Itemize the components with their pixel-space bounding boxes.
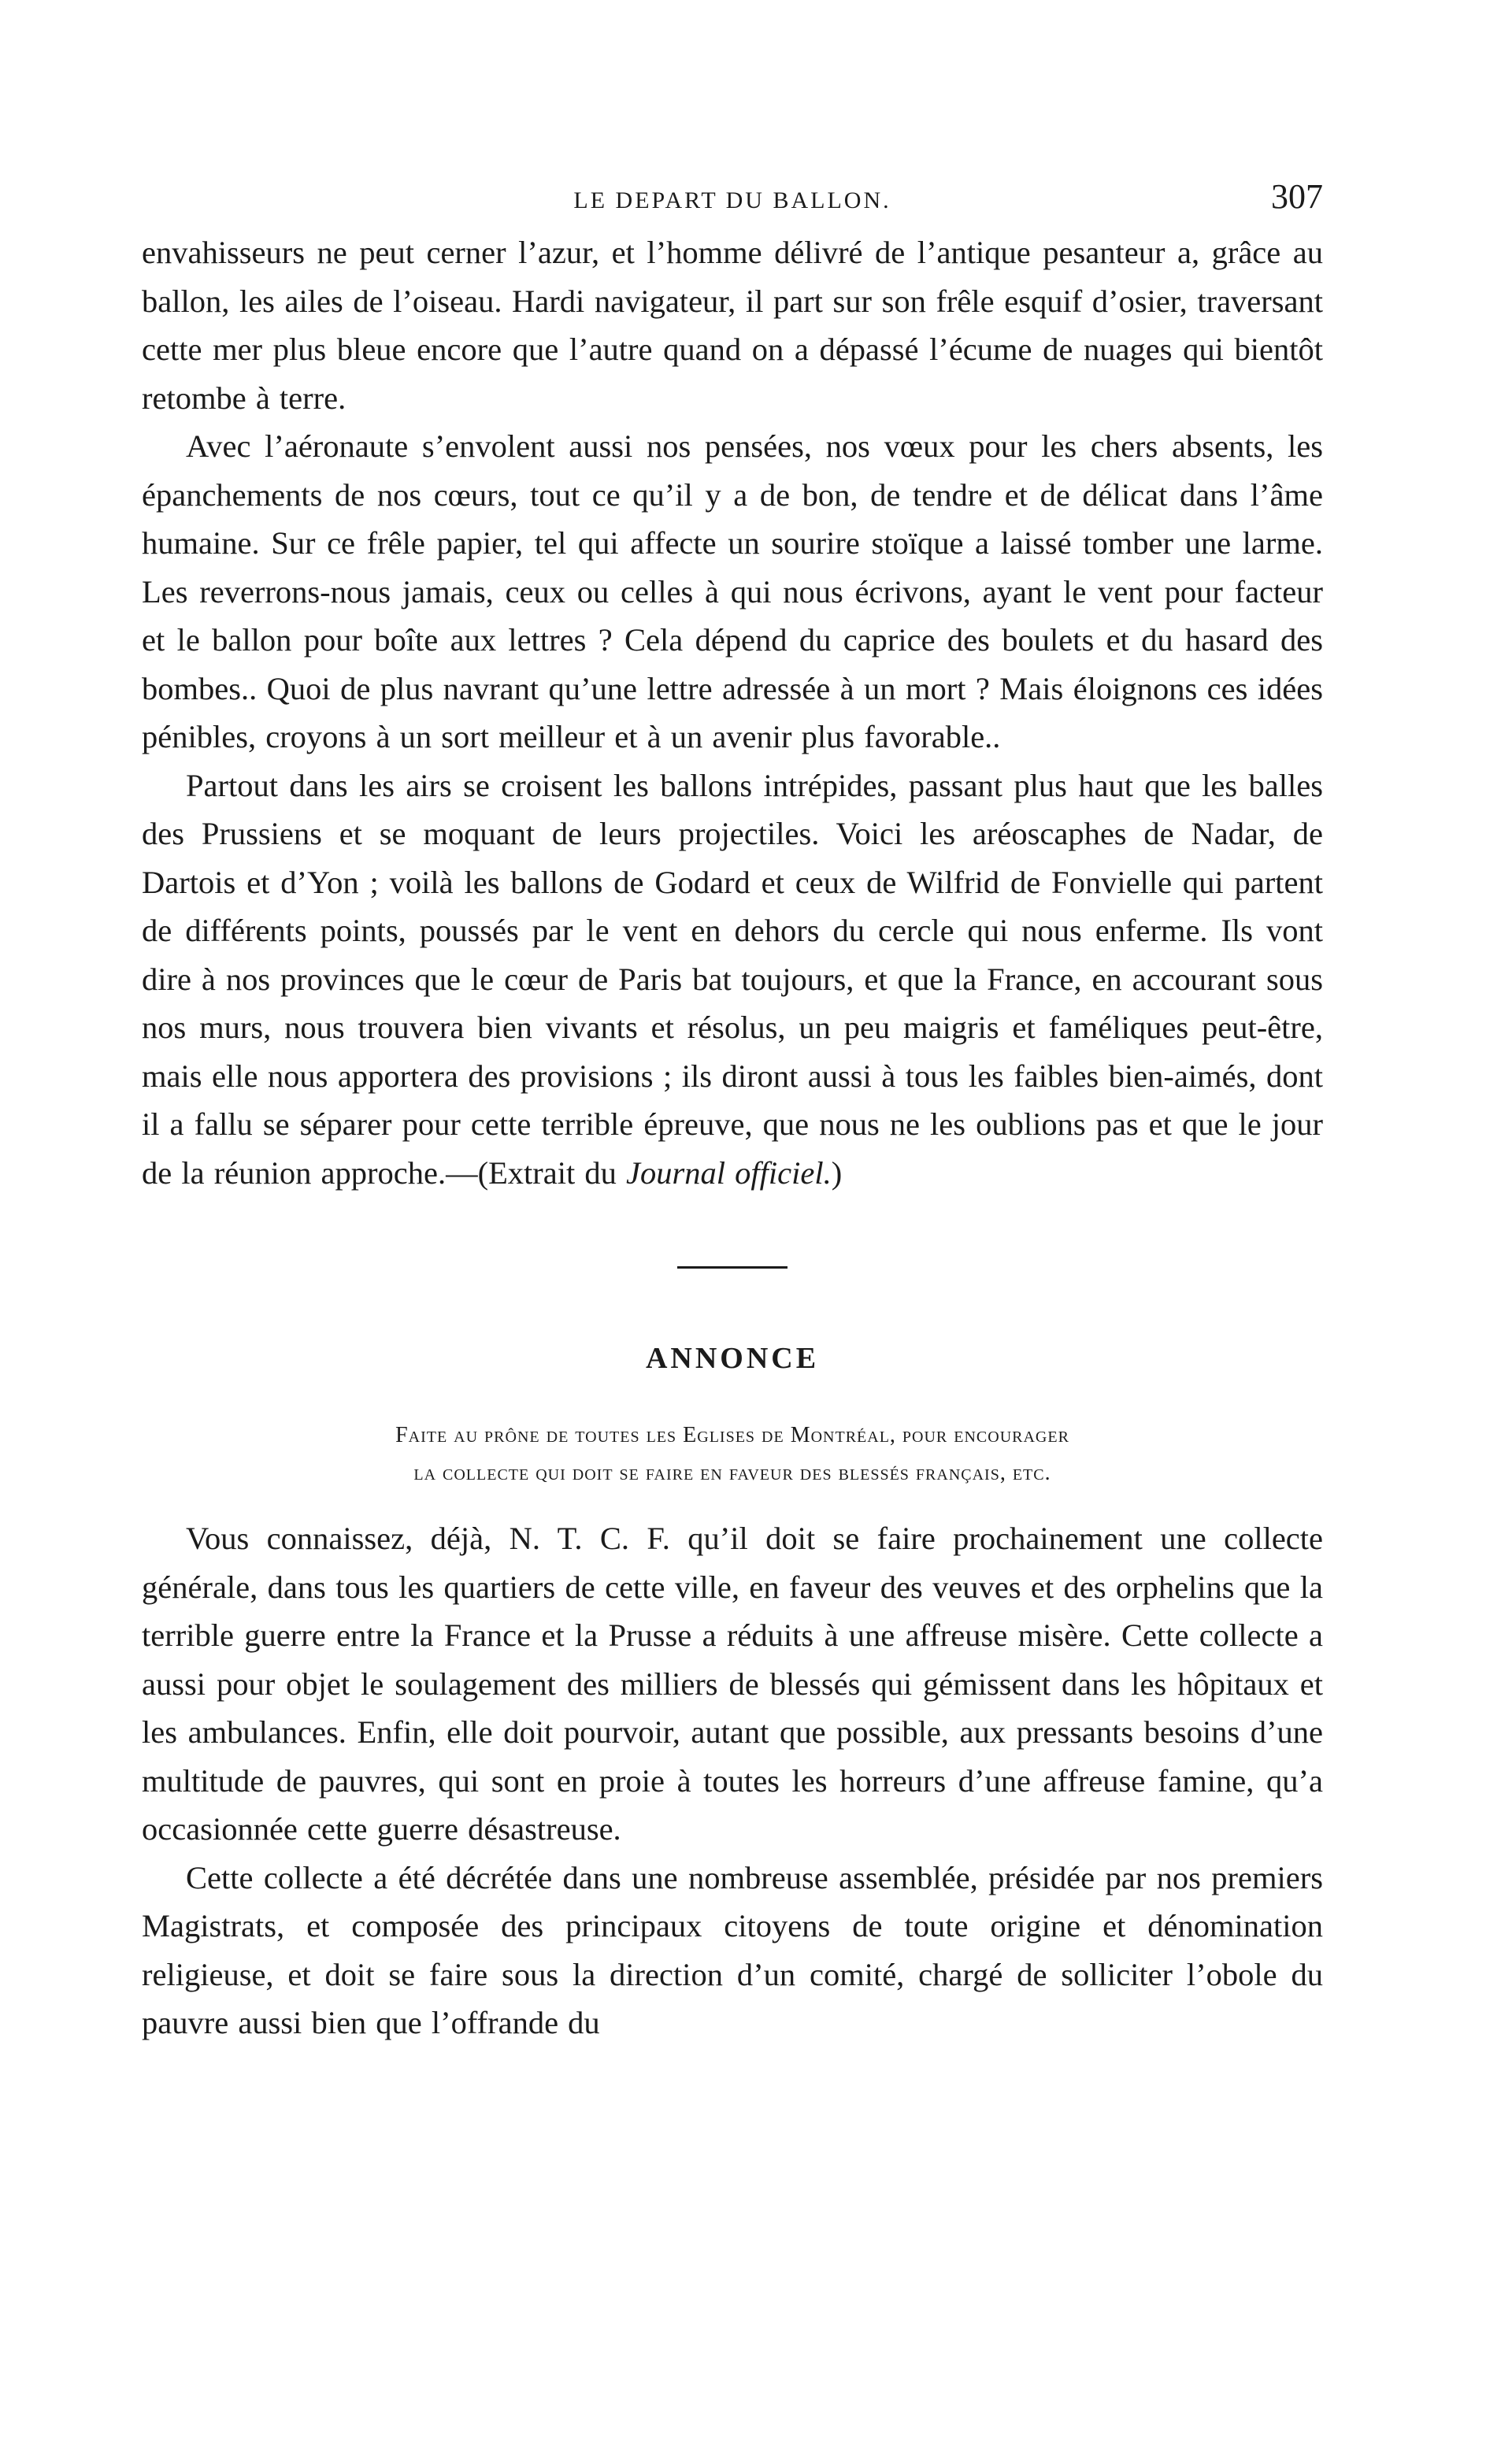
announcement-section [142, 1266, 1323, 2047]
announcement-paragraph-2: Cette collecte a été décrétée dans une nombreuse assemblée, présidée par nos premiers Magistrats, et composée des principaux citoyens de toute origine et dénomination religieuse, et doit se faire sous la direction d’un comité, chargé de solliciter l’obole du pauvre aussi bien que l’offrande du [142, 1859, 1323, 2040]
running-header [142, 173, 1323, 228]
body-paragraph-3 [142, 761, 1323, 1198]
section-divider [677, 1266, 788, 1269]
body-paragraph-1: envahisseurs ne peut cerner l’azur, et l’homme délivré de l’antique pesanteur a, grâce au ballon, les ailes de l’oiseau. Hardi navigateur, il part sur son frêle esquif d’osier, traversant cette mer plus bleue encore que l’autre quand on a dépassé l’écume de nuages qui bientôt retombe à terre. [142, 235, 1323, 416]
announcement-subtitle-line-1: Faite au prône de toutes les Eglises de Montréal, pour encourager [395, 1423, 1069, 1447]
announcement-paragraph-1: Vous connaissez, déjà, N. T. C. F. qu’il doit se faire prochainement une collecte générale, dans tous les quartiers de cette ville, en faveur des veuves et des orphelins que la terrible guerre entre la France et la Prusse a réduits à une affreuse misère. Cette collecte a aussi pour objet le soulagement des milliers de blessés qui gémissent dans les hôpitaux et les ambulances. Enfin, elle doit pourvoir, autant que possible, aux pressants besoins d’une multitude de pauvres, qui sont en proie à toutes les horreurs d’une affreuse famine, qu’a occasionnée cette guerre désastreuse. [142, 1521, 1323, 1847]
body-paragraph-2: Avec l’aéronaute s’envolent aussi nos pensées, nos vœux pour les chers absents, les épanchements de nos cœurs, tout ce qu’il y a de bon, de tendre et de délicat dans l’âme humaine. Sur ce frêle papier, tel qui affecte un sourire stoïque a laissé tomber une larme. Les reverrons-nous jamais, ceux ou celles à qui nous écrivons, ayant le vent pour facteur et le ballon pour boîte aux lettres ? Cela dépend du caprice des boulets et du hasard des bombes.. Quoi de plus navrant qu’une lettre adressée à un mort ? Mais éloignons ces idées pénibles, croyons à un sort meilleur et à un avenir plus favorable.. [142, 428, 1323, 754]
announcement-subtitle-line-2: la collecte qui doit se faire en faveur des blessés français, etc. [413, 1461, 1051, 1485]
announcement-title: ANNONCE [645, 1342, 820, 1375]
page-number: 307 [1271, 177, 1323, 216]
book-page [142, 173, 1323, 2047]
source-citation: Journal officiel. [626, 1154, 832, 1191]
body-paragraph-3-text: Partout dans les airs se croisent les ballons intrépides, passant plus haut que les balles des Prussiens et se moquant de leurs projectiles. Voici les aréoscaphes de Nadar, de Dartois et d’Yon ; voilà les ballons de Godard et ceux de Wilfrid de Fonvielle qui partent de différents points, poussés par le vent en dehors du cercle qui nous enferme. Ils vont dire à nos provinces que le cœur de Paris bat toujours, et que la France, en accourant sous nos murs, nous trouvera bien vivants et résolus, un peu maigris et faméliques peut-être, mais elle nous apportera des provisions ; ils diront aussi à tous les faibles bien-aimés, dont il a fallu se séparer pour cette terrible épreuve, que nous ne les oublions pas et que le jour de la réunion approche.—(Extrait du [142, 767, 1323, 1191]
announcement-subtitle [142, 1417, 1323, 1492]
citation-close: ) [831, 1154, 843, 1191]
running-title: LE DEPART DU BALLON. [573, 187, 891, 213]
